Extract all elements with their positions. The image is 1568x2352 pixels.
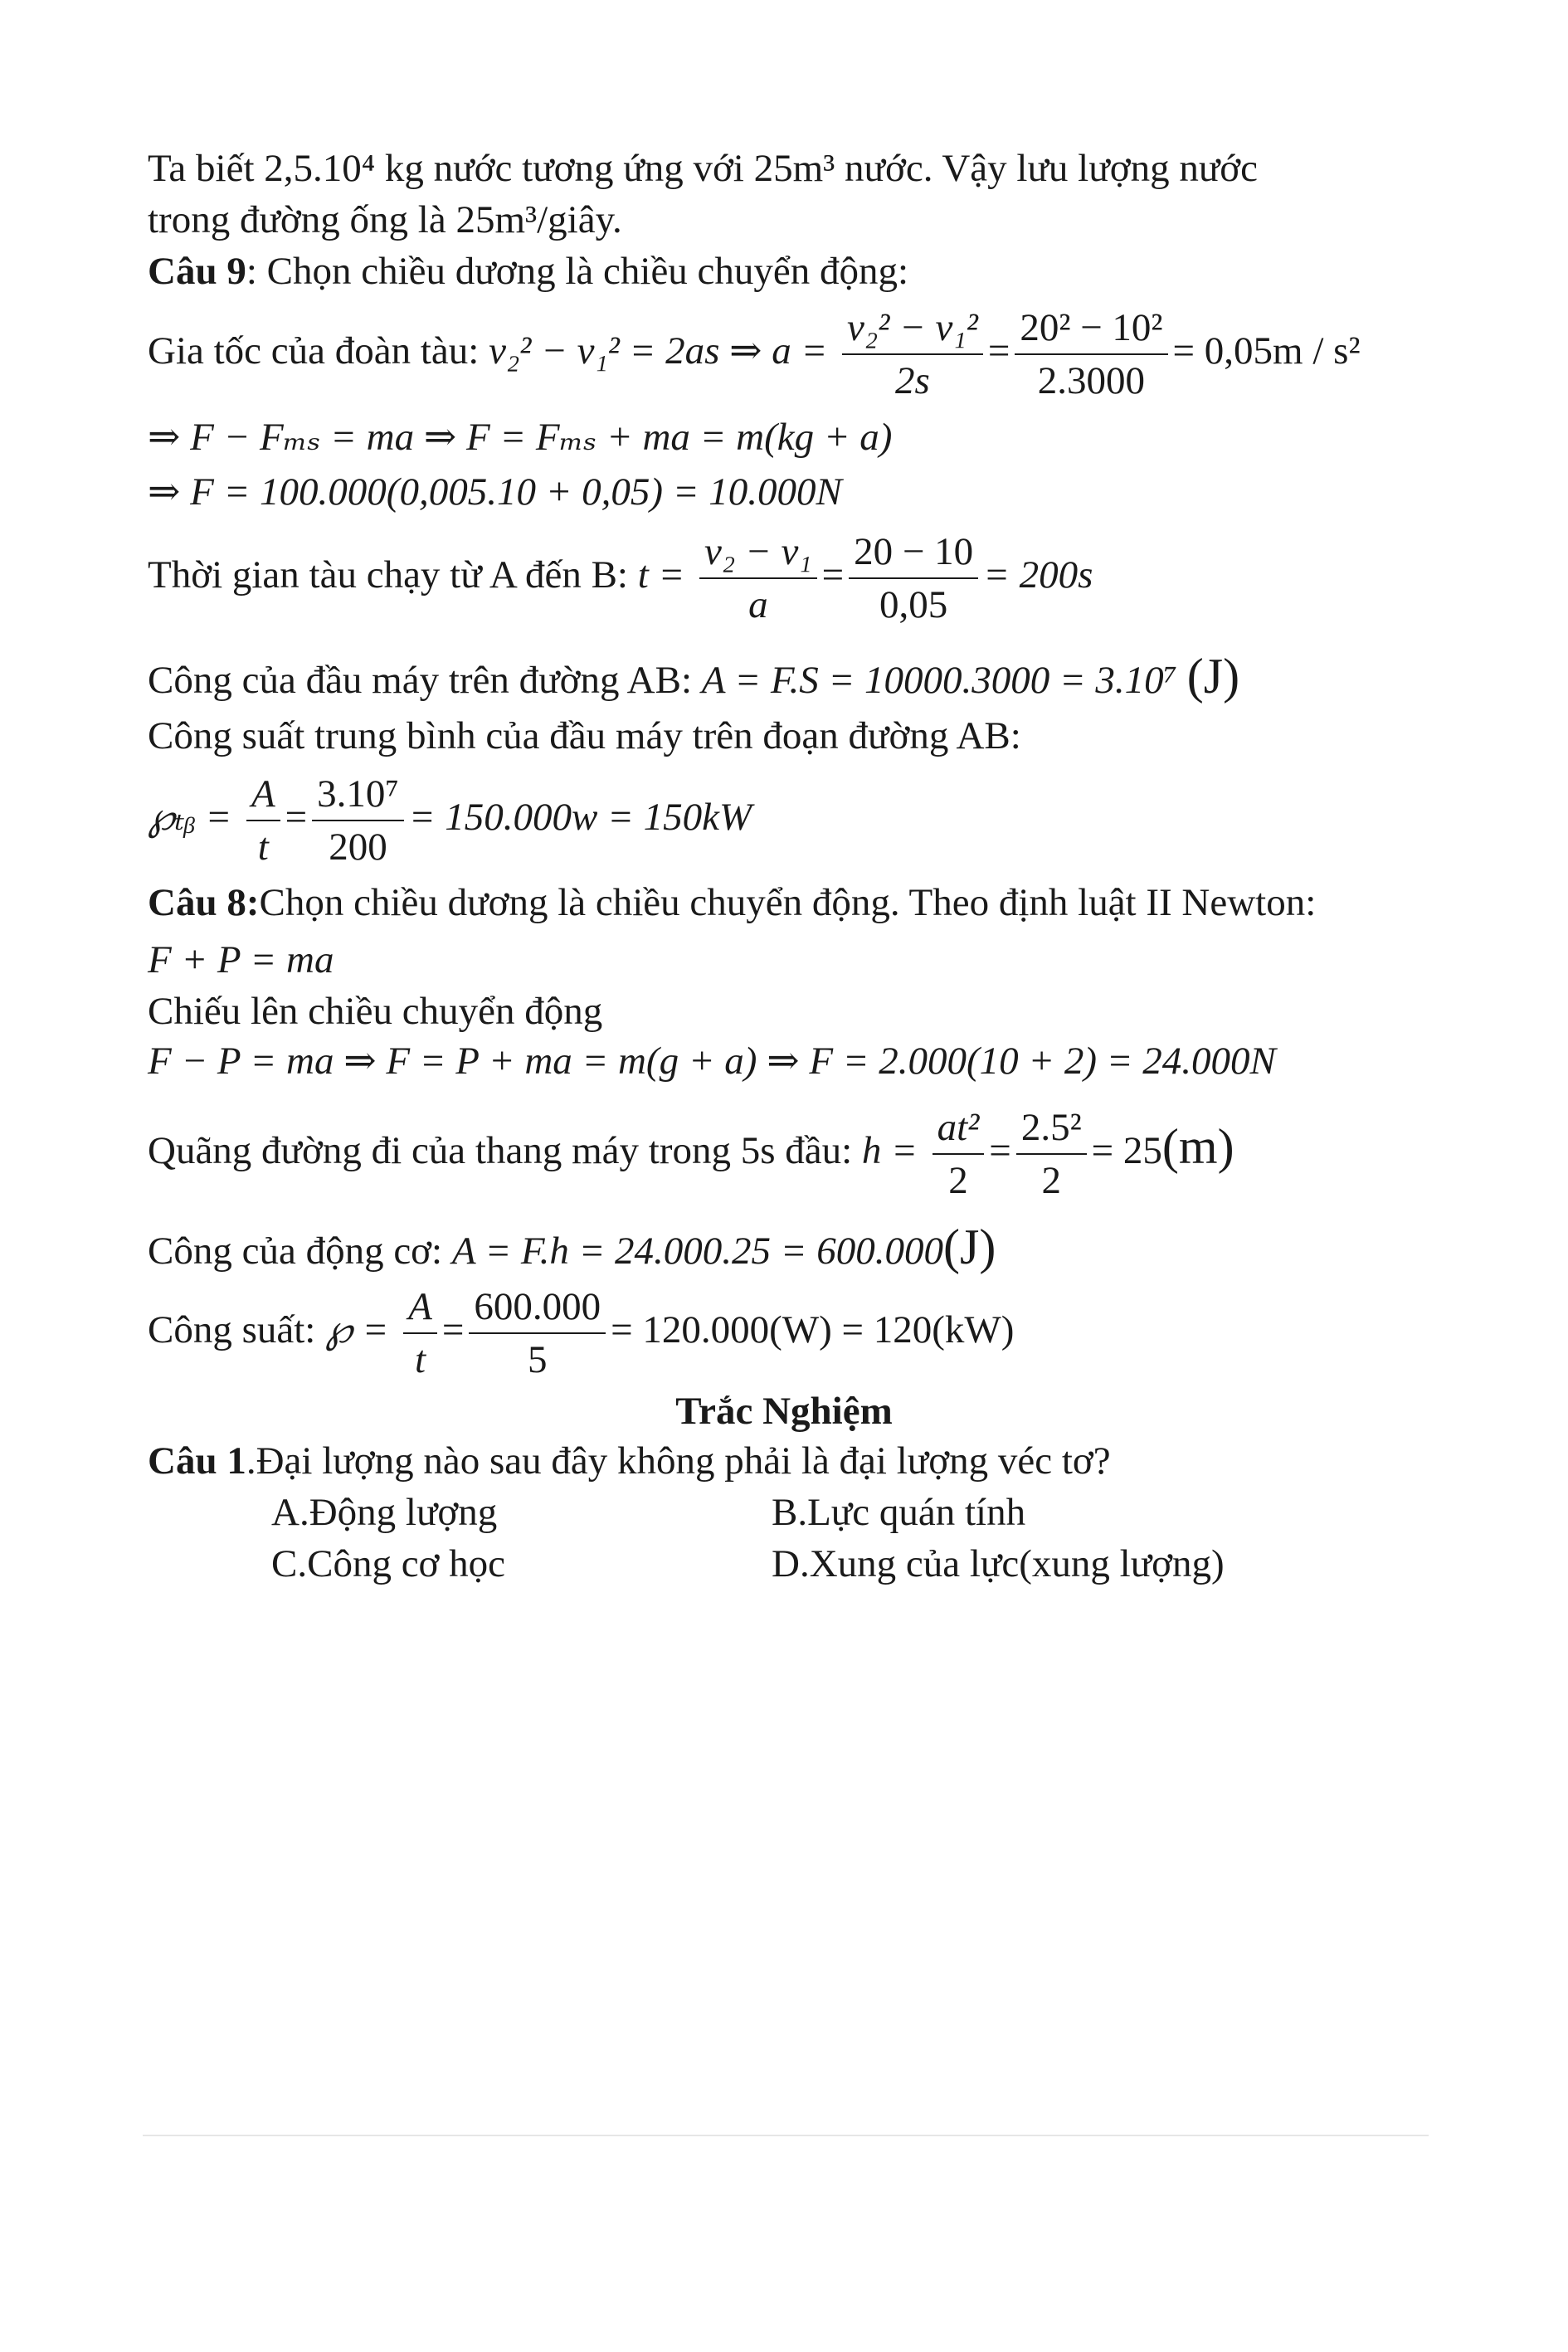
- acceleration-lhs: v₂² − v₁² = 2as ⇒ a =: [489, 329, 828, 373]
- power-fraction-4: $\frac{600.000}{5}$: [469, 1284, 606, 1382]
- acceleration-fraction-2: $\frac{\text{20² − 10²}}{2.3000}$: [1015, 305, 1167, 403]
- option-a[interactable]: A.Động lượng: [271, 1491, 498, 1534]
- time-fraction-1: $\frac{\text{v₂ − v₁}}{a}$: [699, 529, 817, 627]
- cau8-label: Câu 8:: [148, 881, 260, 924]
- option-c[interactable]: C.Công cơ học: [271, 1542, 506, 1585]
- q1-label: Câu 1: [148, 1439, 246, 1483]
- cau9-label: Câu 9: [148, 250, 246, 293]
- power-label: Công suất:: [148, 1307, 316, 1351]
- cau9-text: : Chọn chiều dương là chiều chuyển động:: [246, 250, 909, 293]
- work-equation: Công của đầu máy trên đường AB: A = F.S = 10000.3000 = 3.10⁷ (J): [148, 649, 1240, 704]
- time-label: Thời gian tàu chạy từ A đến B:: [148, 553, 628, 597]
- acceleration-label: Gia tốc của đoàn tàu:: [148, 329, 480, 373]
- engine-work-label: Công của động cơ:: [148, 1230, 443, 1273]
- paragraph-flow-rate: trong đường ống là 25m³/giây.: [148, 198, 622, 241]
- power-fraction-1: $\frac{A}{t}$: [246, 772, 280, 869]
- average-power-label: Công suất trung bình của đầu máy trên đoạn đường AB:: [148, 714, 1021, 757]
- acceleration-fraction-1: $\frac{\text{v₂² − v₁²}}{2s}$: [842, 305, 983, 403]
- distance-fraction-2: $\frac{\text{2.5²}}{2}$: [1016, 1105, 1087, 1203]
- option-d[interactable]: D.Xung của lực(xung lượng): [772, 1542, 1225, 1585]
- power-fraction-2: $\frac{\text{3.10⁷}}{200}$: [312, 772, 404, 869]
- option-b[interactable]: B.Lực quán tính: [772, 1491, 1026, 1534]
- footer-divider: [143, 2135, 1429, 2136]
- projection-label: Chiếu lên chiều chuyển động: [148, 990, 603, 1033]
- quiz-question-1: [148, 1440, 1111, 1483]
- cau9-heading: [148, 251, 908, 294]
- newton-vector-equation: F + P = ma: [148, 938, 334, 981]
- cau8-heading: [148, 882, 1316, 925]
- engine-work-equation: Công của động cơ: A = F.h = 24.000.25 = 600.000(J): [148, 1220, 996, 1274]
- q1-text: .Đại lượng nào sau đây không phải là đại lượng véc tơ?: [246, 1439, 1111, 1483]
- cau8-text: Chọn chiều dương là chiều chuyển động. Theo định luật II Newton:: [259, 881, 1317, 924]
- force-equation-2: ⇒ F = 100.000(0,005.10 + 0,05) = 10.000N: [148, 470, 842, 514]
- distance-label: Quãng đường đi của thang máy trong 5s đầu:: [148, 1128, 853, 1172]
- distance-fraction-1: $\frac{\text{at²}}{2}$: [933, 1105, 985, 1203]
- paragraph-water-mass: Ta biết 2,5.10⁴ kg nước tương ứng với 25m³ nước. Vậy lưu lượng nước: [148, 147, 1259, 190]
- power-equation: Công suất: ℘ = $\frac{A}{t}$ = $\frac{600.000}{5}$ = 120.000(W) = 120(kW): [148, 1285, 1015, 1382]
- acceleration-equation: Gia tốc của đoàn tàu: v₂² − v₁² = 2as ⇒ a = $\frac{\text{v₂² − v₁²}}{2s}$ = $\frac{\text{20² − 10²}}{2.3000}$ = 0,05m / s²: [148, 306, 1361, 403]
- time-equation: Thời gian tàu chạy từ A đến B: t = $\frac{\text{v₂ − v₁}}{a}$ = $\frac{20 - 10}{0,05}$ = 200s: [148, 530, 1093, 627]
- power-fraction-3: $\frac{A}{t}$: [403, 1284, 437, 1382]
- work-label: Công của đầu máy trên đường AB:: [148, 659, 693, 702]
- quiz-heading: Trắc Nghiệm: [675, 1390, 893, 1433]
- time-fraction-2: $\frac{20 - 10}{0,05}$: [849, 529, 978, 627]
- force-equation-1: ⇒ F − Fₘₛ = ma ⇒ F = Fₘₛ + ma = m(kg + a): [148, 416, 893, 459]
- average-power-equation: ℘ₜᵦ = $\frac{A}{t}$ = $\frac{\text{3.10⁷}}{200}$ = 150.000w = 150kW: [148, 772, 752, 869]
- distance-equation: Quãng đường đi của thang máy trong 5s đầu: h = $\frac{\text{at²}}{2}$ = $\frac{\text{2.5²}}{2}$ = 25(m): [148, 1106, 1234, 1203]
- newton-scalar-equation: F − P = ma ⇒ F = P + ma = m(g + a) ⇒ F = 2.000(10 + 2) = 24.000N: [148, 1040, 1276, 1083]
- acceleration-result: = 0,05m / s²: [1172, 329, 1361, 373]
